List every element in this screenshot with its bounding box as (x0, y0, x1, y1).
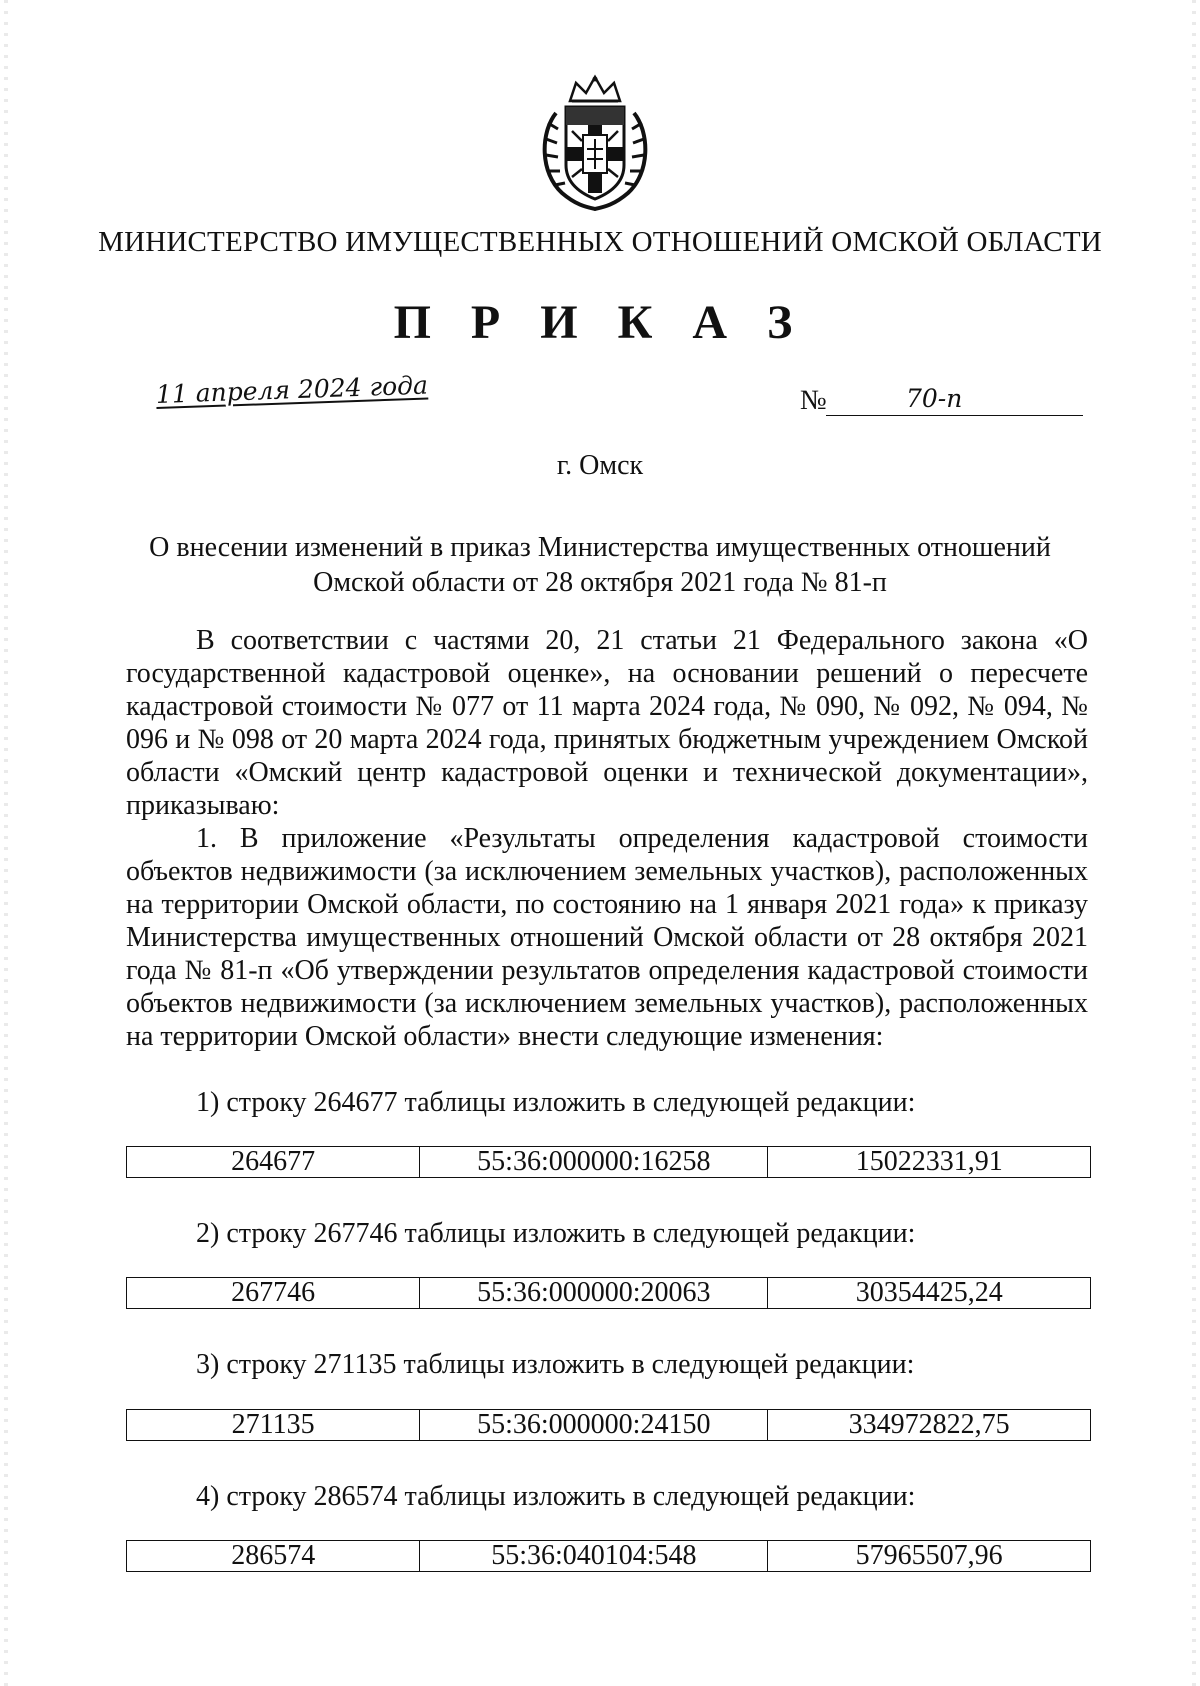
cadastral-number-cell: 55:36:000000:20063 (420, 1278, 768, 1309)
row-number-cell: 267746 (127, 1278, 420, 1309)
order-number-underline (826, 415, 1083, 416)
cadastral-value-cell: 30354425,24 (768, 1278, 1091, 1309)
coat-of-arms-emblem (536, 73, 654, 213)
table-row (127, 1147, 1091, 1178)
cadastral-number-cell: 55:36:000000:16258 (420, 1147, 768, 1178)
item-3-table (126, 1409, 1091, 1441)
order-body (126, 624, 1088, 1053)
preamble-paragraph: В соответствии с частями 20, 21 статьи 21 Федерального закона «О государственной кадастровой оценке», на основании решений о пересчете кадастровой стоимости № 077 от 11 марта 2024 года, № 090, № 092, № 094, № 096 и № 098 от 20 марта 2024 года, принятых бюджетным учреждением Омской области «Омский центр кадастровой оценки и технической документации», приказываю: (126, 625, 1088, 821)
handwritten-order-number: 70-п (906, 384, 963, 413)
order-number-label: № (800, 385, 827, 416)
row-number-cell: 286574 (127, 1541, 420, 1572)
document-title: П Р И К А З (393, 296, 807, 349)
cadastral-value-cell: 334972822,75 (768, 1410, 1091, 1441)
cadastral-number-cell: 55:36:000000:24150 (420, 1410, 768, 1441)
table-row (127, 1278, 1091, 1309)
item-4-text: 4) строку 286574 таблицы изложить в следующей редакции: (196, 1481, 916, 1512)
cadastral-number-cell: 55:36:040104:548 (420, 1541, 768, 1572)
row-number-cell: 271135 (127, 1410, 420, 1441)
item-3-text: 3) строку 271135 таблицы изложить в следующей редакции: (196, 1349, 915, 1380)
item-1-text: 1) строку 264677 таблицы изложить в следующей редакции: (196, 1087, 916, 1118)
handwritten-date: 11 апреля 2024 года (155, 370, 429, 409)
ministry-name: МИНИСТЕРСТВО ИМУЩЕСТВЕННЫХ ОТНОШЕНИЙ ОМСКОЙ ОБЛАСТИ (98, 226, 1102, 258)
city-name: г. Омск (556, 450, 644, 481)
cadastral-value-cell: 57965507,96 (768, 1541, 1091, 1572)
table-row (127, 1410, 1091, 1441)
item-1-table (126, 1146, 1091, 1178)
item-2-table (126, 1277, 1091, 1309)
table-row (127, 1541, 1091, 1572)
clause-1-paragraph: 1. В приложение «Результаты определения кадастровой стоимости объектов недвижимости (за исключением земельных участков), расположенных на территории Омской области, по состоянию на 1 января 2021 года» к приказу Министерства имущественных отношений Омской области от 28 октября 2021 года № 81-п «Об утверждении результатов определения кадастровой стоимости объектов недвижимости (за исключением земельных участков), расположенных на территории Омской области» внести следующие изменения: (126, 823, 1088, 1052)
order-subject: О внесении изменений в приказ Министерства имущественных отношений Омской области от 28 октября 2021 года № 81-п (149, 532, 1051, 598)
item-2-text: 2) строку 267746 таблицы изложить в следующей редакции: (196, 1218, 916, 1249)
cadastral-value-cell: 15022331,91 (768, 1147, 1091, 1178)
row-number-cell: 264677 (127, 1147, 420, 1178)
item-4-table (126, 1540, 1091, 1572)
